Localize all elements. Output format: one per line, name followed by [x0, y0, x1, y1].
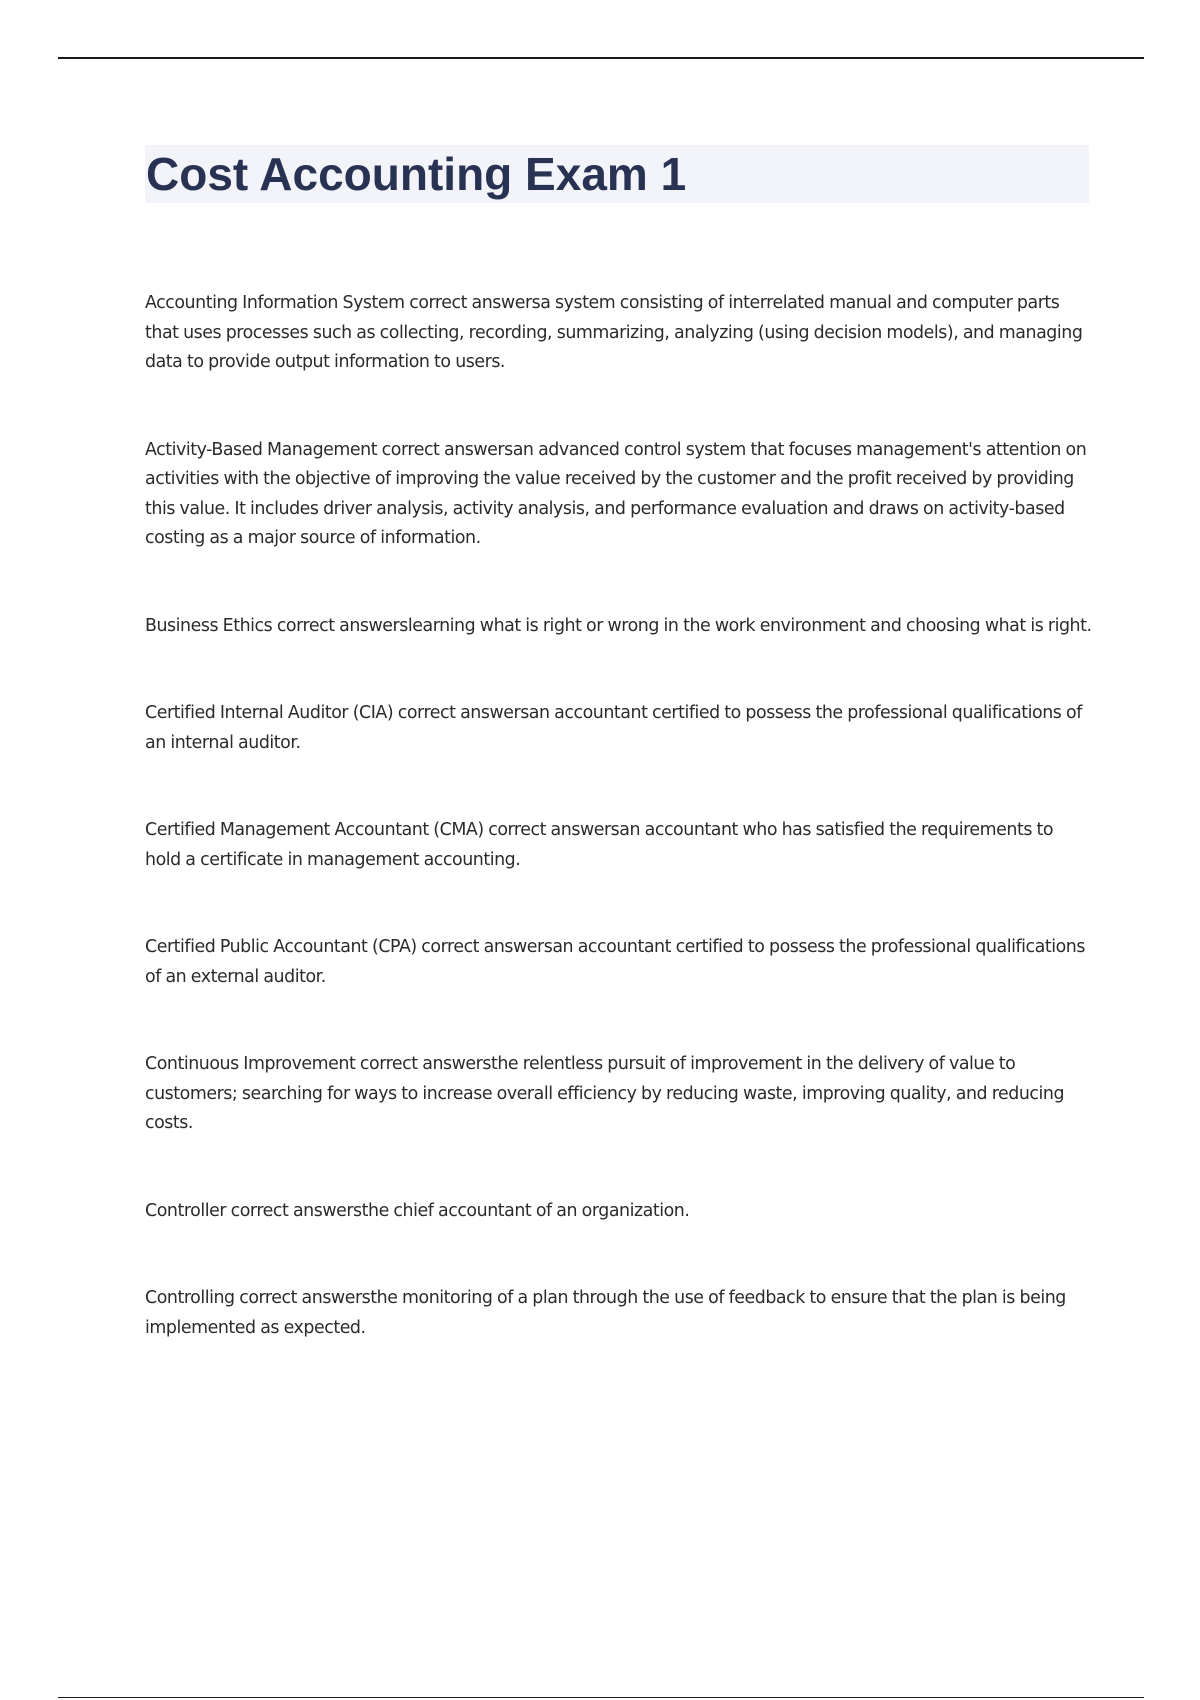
bottom-rule [58, 1697, 1144, 1698]
glossary-entry-accounting-information-system: Accounting Information System correct answersa system consisting of interrelated manual and computer parts that uses processes such as collecting, recording, summarizing, analyzing (using decision models), and managing data to provide output information to users. [145, 293, 1083, 372]
glossary-entry-business-ethics: Business Ethics correct answerslearning what is right or wrong in the work environment and choosing what is right. [145, 615, 1092, 636]
glossary-entry-certified-management-accountant: Certified Management Accountant (CMA) correct answersan accountant who has satisfied the requirements to hold a certificate in management accounting. [145, 820, 1054, 870]
top-rule [58, 57, 1144, 59]
glossary-entry-certified-public-accountant: Certified Public Accountant (CPA) correct answersan accountant certified to possess the professional qualifications of an external auditor. [145, 937, 1085, 987]
document-title: Cost Accounting Exam 1 [146, 148, 687, 200]
glossary-entry-activity-based-management: Activity-Based Management correct answersan advanced control system that focuses management's attention on activities with the objective of improving the value received by the customer and the profit received by providing this value. It includes driver analysis, activity analysis, and performance evaluation and draws on activity-based costing as a major source of information. [145, 439, 1087, 548]
glossary-entry-certified-internal-auditor: Certified Internal Auditor (CIA) correct answersan accountant certified to possess the professional qualifications of an internal auditor. [145, 703, 1082, 753]
glossary-entry-controller: Controller correct answersthe chief accountant of an organization. [145, 1200, 690, 1221]
glossary-list [145, 289, 1093, 1401]
glossary-entry-controlling: Controlling correct answersthe monitoring of a plan through the use of feedback to ensure that the plan is being implemented as expected. [145, 1288, 1066, 1338]
glossary-entry-continuous-improvement: Continuous Improvement correct answersthe relentless pursuit of improvement in the delivery of value to customers; searching for ways to increase overall efficiency by reducing waste, improving quality, and reducing costs. [145, 1054, 1065, 1133]
